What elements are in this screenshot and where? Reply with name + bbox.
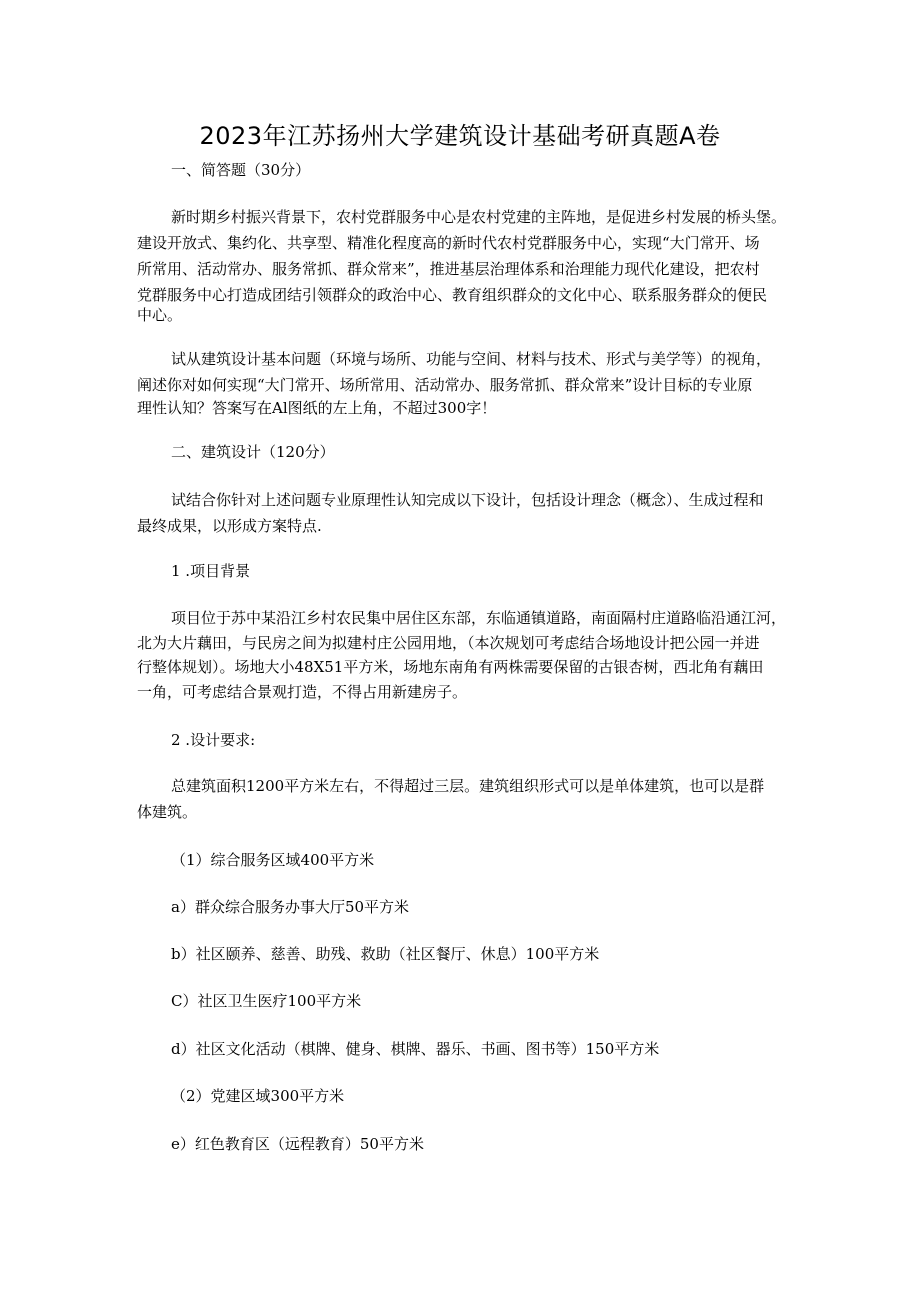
paragraph-line: 北为大片藕田，与民房之间为拟建村庄公园用地，（本次规划可考虑结合场地设计把公园一并进 (137, 634, 760, 652)
paragraph-line: 阐述你对如何实现“大门常开、场所常用、活动常办、服务常抓、群众常来”设计目标的专业原 (137, 376, 753, 394)
document-title: 2023年江苏扬州大学建筑设计基础考研真题A卷 (199, 122, 721, 150)
requirement-item: （1）综合服务区域400平方米 (171, 851, 375, 869)
paragraph-line: 理性认知？答案写在Al图纸的左上角，不超过300字！ (137, 399, 497, 417)
section-heading-design: 二、建筑设计（120分） (171, 443, 335, 461)
paragraph-line: 建设开放式、集约化、共享型、精准化程度高的新时代农村党群服务中心，实现“大门常开、场 (137, 234, 760, 252)
paragraph-line: 项目位于苏中某沿江乡村农民集中居住区东部，东临通镇道路，南面隔村庄道路临沿通江河， (171, 609, 787, 627)
requirement-item: C）社区卫生医疗100平方米 (171, 992, 362, 1010)
paragraph-line: 最终成果，以形成方案特点. (137, 517, 322, 535)
subheading-project-background: 1 .项目背景 (171, 562, 251, 580)
paragraph-line: 新时期乡村振兴背景下，农村党群服务中心是农村党建的主阵地，是促进乡村发展的桥头堡。 (171, 208, 787, 226)
requirement-item: （2）党建区域300平方米 (171, 1087, 345, 1105)
paragraph-line: 所常用、活动常办、服务常抓、群众常来”，推进基层治理体系和治理能力现代化建设，把农村 (137, 260, 760, 278)
paragraph-line: 试从建筑设计基本问题（环境与场所、功能与空间、材料与技术、形式与美学等）的视角， (171, 350, 772, 368)
paragraph-line: 体建筑。 (137, 803, 198, 821)
paragraph-line: 一角，可考虑结合景观打造，不得占用新建房子。 (137, 683, 468, 701)
paragraph-line: 总建筑面积1200平方米左右，不得超过三层。建筑组织形式可以是单体建筑，也可以是群 (171, 777, 765, 795)
requirement-item: b）社区颐养、慈善、助残、救助（社区餐厅、休息）100平方米 (171, 945, 600, 963)
paragraph-line: 党群服务中心打造成团结引领群众的政治中心、教育组织群众的文化中心、联系服务群众的便民 (137, 286, 768, 304)
section-heading-short-answer: 一、简答题（30分） (171, 161, 311, 179)
requirement-item: e）红色教育区（远程教育）50平方米 (171, 1135, 424, 1153)
requirement-item: d）社区文化活动（棋牌、健身、棋牌、器乐、书画、图书等）150平方米 (171, 1040, 660, 1058)
paragraph-line: 行整体规划）。场地大小48X51平方米，场地东南角有两株需要保留的古银杏树，西北角有藕田 (137, 658, 764, 676)
paragraph-line: 中心。 (137, 306, 183, 324)
paragraph-line: 试结合你针对上述问题专业原理性认知完成以下设计，包括设计理念（概念）、生成过程和 (171, 491, 764, 509)
requirement-item: a）群众综合服务办事大厅50平方米 (171, 898, 410, 916)
subheading-design-requirements: 2 .设计要求: (171, 731, 256, 749)
